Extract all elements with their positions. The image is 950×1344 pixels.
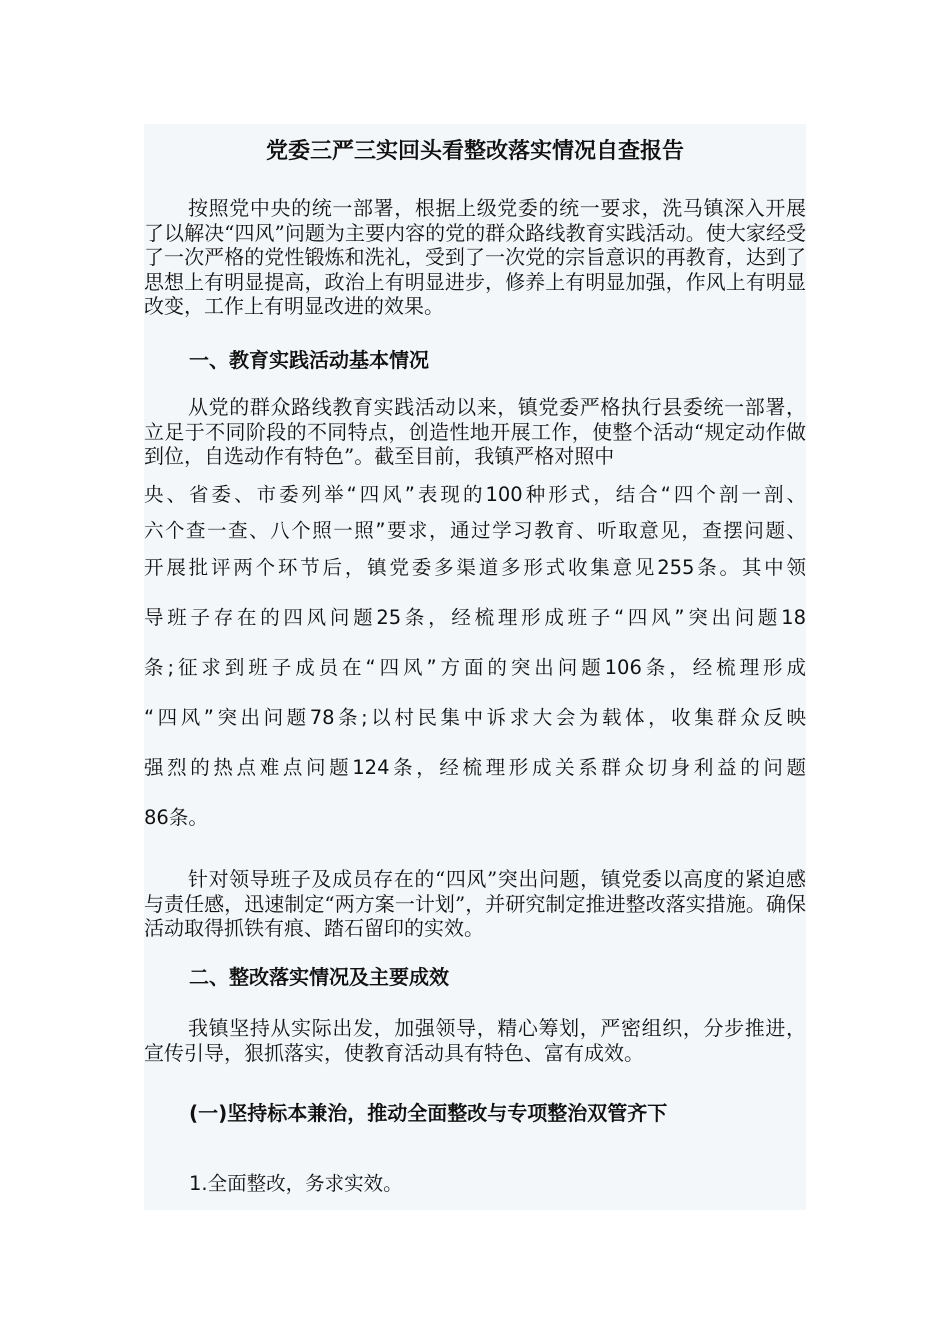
document-title: 党委三严三实回头看整改落实情况自查报告 (265, 138, 684, 164)
document-page (144, 124, 806, 1210)
section1-line: 导班子存在的四风问题25条，经梳理形成班子“四风”突出问题18 (144, 606, 806, 629)
section1-paragraph-b: 针对领导班子及成员存在的“四风”突出问题，镇党委以高度的紧迫感与责任感，迅速制定“两方案一计划”，并研究制定推进整改落实措施。确保活动取得抓铁有痕、踏石留印的实效。 (144, 867, 806, 940)
section1-line: 开展批评两个环节后，镇党委多渠道多形式收集意见255条。其中领 (144, 556, 806, 579)
section1-line: 86条。 (144, 806, 208, 829)
section2-heading: 二、整改落实情况及主要成效 (189, 965, 449, 989)
item1-text: 1.全面整改，务求实效。 (189, 1172, 403, 1195)
section1-line: “四风”突出问题78条;以村民集中诉求大会为载体，收集群众反映 (144, 706, 806, 729)
section2-paragraph: 我镇坚持从实际出发，加强领导，精心筹划，严密组织，分步推进，宣传引导，狠抓落实，使教育活动具有特色、富有成效。 (144, 1016, 806, 1065)
intro-paragraph: 按照党中央的统一部署，根据上级党委的统一要求，洗马镇深入开展了以解决“四风”问题为主要内容的党的群众路线教育实践活动。使大家经受了一次严格的党性锻炼和洗礼，受到了一次党的宗旨意识的再教育，达到了思想上有明显提高，政治上有明显进步，修养上有明显加强，作风上有明显改变，工作上有明显改进的效果。 (144, 196, 806, 318)
section1-heading: 一、教育实践活动基本情况 (189, 348, 429, 372)
section1-line: 六个查一查、八个照一照”要求，通过学习教育、听取意见，查摆问题、 (144, 519, 806, 542)
section1-line: 强烈的热点难点问题124条，经梳理形成关系群众切身利益的问题 (144, 756, 806, 779)
subsection1-heading: (一)坚持标本兼治，推动全面整改与专项整治双管齐下 (189, 1101, 668, 1125)
section1-paragraph-a: 从党的群众路线教育实践活动以来，镇党委严格执行县委统一部署，立足于不同阶段的不同特点，创造性地开展工作，使整个活动“规定动作做到位，自选动作有特色”。截至目前，我镇严格对照中 (144, 395, 806, 468)
section1-line: 条;征求到班子成员在“四风”方面的突出问题106条，经梳理形成 (144, 656, 806, 679)
section1-line: 央、省委、市委列举“四风”表现的100种形式，结合“四个剖一剖、 (144, 483, 806, 506)
